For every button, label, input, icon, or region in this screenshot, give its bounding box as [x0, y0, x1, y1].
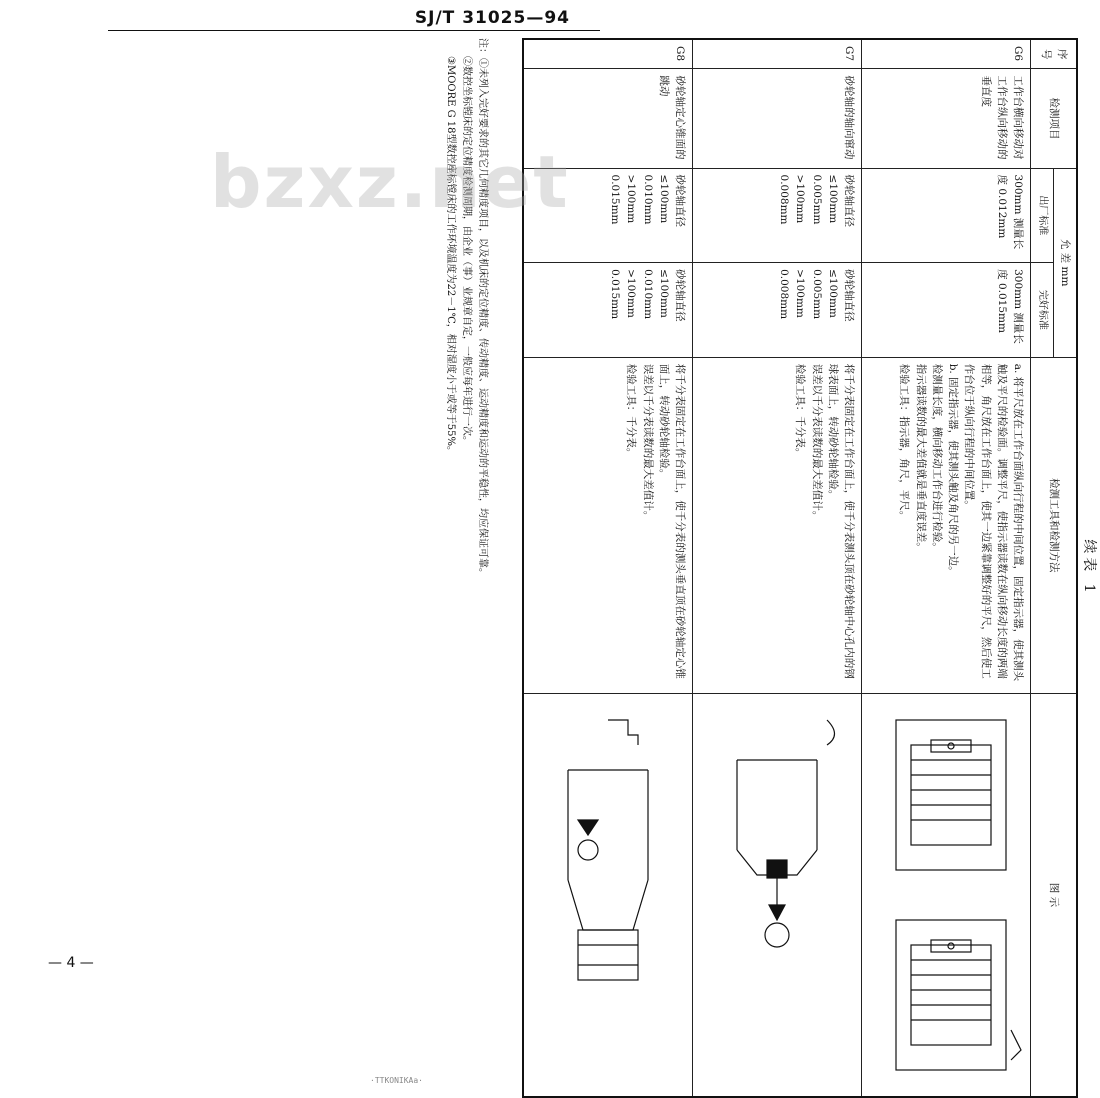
col-header-diagram: 图 示: [1031, 693, 1077, 1097]
col-header-tolerance: 允 差 mm: [1053, 168, 1077, 357]
method-line: 误差以千分表读数的最大差值计。: [810, 363, 823, 522]
col-header-method: 检测工具和检测方法: [1031, 357, 1077, 693]
col-header-good: 完好标准: [1031, 263, 1054, 358]
tol-line: 砂轮轴直径: [843, 174, 856, 228]
method-line: a. 将平尺放在工作台面纵向行程的中间位置，固定指示器，使其测头触及平尺的检验面。调整平尺，使指示器读数在纵向移动长度的两端相等，角尺放在工作台面上，使其一边紧靠调整好的平尺，然后使工作台位于纵向行程的中间位置。: [963, 363, 1025, 682]
tol-line: ≤100mm: [826, 174, 839, 224]
cone-runout-diagram: [538, 700, 688, 1090]
page-number: — 4 —: [48, 955, 94, 971]
header-rule: [108, 30, 600, 31]
row-factory: 300mm 测量长度 0.012mm: [862, 168, 1031, 263]
col-header-seq: 序号: [1031, 39, 1077, 69]
tol-line: >100mm: [794, 174, 807, 224]
diagram-cell: [693, 693, 862, 1097]
method-line: 将千分表固定在工作台面上，使千分表的测头垂直顶在砂轮轴定心锥面上，转动砂轮轴检验。: [657, 363, 687, 679]
row-item: 砂轮轴定心锥面的跳动: [523, 69, 693, 168]
row-seq: G6: [862, 39, 1031, 69]
method-line: 误差以千分表读数的最大差值计。: [641, 363, 654, 522]
row-factory: [693, 168, 862, 263]
tol-line: 0.005mm: [810, 174, 823, 225]
tol-line: >100mm: [794, 269, 807, 318]
row-seq: G8: [523, 39, 693, 69]
tol-line: 砂轮轴直径: [843, 269, 856, 322]
col-header-item: 检测项目: [1031, 69, 1077, 168]
doc-code: SJ/T 31025—94: [414, 8, 570, 28]
inspection-table: [522, 38, 1078, 1098]
tol-line: ≤100mm: [657, 269, 670, 318]
tol-line: 砂轮轴直径: [674, 269, 687, 322]
axial-runout-diagram: [707, 700, 857, 1090]
note-line: ③MOORE G 18型数控座标镗床的工作环境温度为22－1℃，相对湿度小于或等于55%。: [445, 56, 456, 456]
row-method: [523, 357, 693, 693]
col-header-factory: 出厂标准: [1031, 168, 1054, 263]
tol-line: 砂轮轴直径: [674, 174, 687, 228]
tol-line: ≤100mm: [657, 174, 670, 224]
watermark: bzxz.net: [210, 140, 570, 224]
note-line: ②数控坐标镗床的定位精度检测周期，由企业（事）业规章自定，一般应每年进行一次。: [461, 56, 472, 446]
footer-text: ·TTKONIKAa·: [370, 1076, 423, 1085]
method-line: 检验工具：千分表。: [625, 363, 638, 459]
method-line: 检验工具：指示器，角尺，平尺。: [898, 363, 911, 522]
tol-line: >100mm: [625, 174, 638, 224]
table-row: [862, 39, 1031, 1097]
note-line: 注：①未列入完好要求的其它几何精度项目，以及机床的定位精度、传动精度、运动精度和运动的平稳性，均应保证可靠。: [477, 38, 488, 578]
row-good: [523, 263, 693, 358]
row-item: 工作台横向移动对工作台纵向移动的垂直度: [862, 69, 1031, 168]
tol-line: 0.010mm: [641, 174, 654, 225]
method-line: b. 固定指示器，使其测头触及角尺的另一边。: [947, 363, 960, 577]
tol-line: 0.015mm: [609, 174, 622, 225]
method-line: 检验工具：千分表。: [794, 363, 807, 459]
tol-line: 0.005mm: [810, 269, 823, 320]
diagram-cell: [862, 693, 1031, 1097]
squareness-diagram: [876, 700, 1026, 1090]
row-good: [693, 263, 862, 358]
tol-line: 0.015mm: [609, 269, 622, 320]
tol-line: 0.008mm: [778, 174, 791, 225]
tol-line: 0.010mm: [641, 269, 654, 320]
table-row: [693, 39, 862, 1097]
tol-line: 0.008mm: [778, 269, 791, 320]
row-method: [693, 357, 862, 693]
row-good: 300mm 测量长度 0.015mm: [862, 263, 1031, 358]
method-line: 检测量长度，横向移动工作台进行检验。: [930, 363, 943, 553]
row-method: [862, 357, 1031, 693]
row-seq: G7: [693, 39, 862, 69]
table-title: 续表 1: [1081, 539, 1097, 597]
method-line: 将千分表固定在工作台面上，使千分表测头顶在砂轮轴中心孔内的钢球表面上，转动砂轮轴检验。: [826, 363, 856, 679]
diagram-cell: [523, 693, 693, 1097]
tol-line: ≤100mm: [826, 269, 839, 318]
row-item: 砂轮轴的轴向窜动: [693, 69, 862, 168]
tol-line: >100mm: [625, 269, 638, 318]
method-line: 指示器读数的最大差值就是垂直度误差。: [914, 363, 927, 553]
